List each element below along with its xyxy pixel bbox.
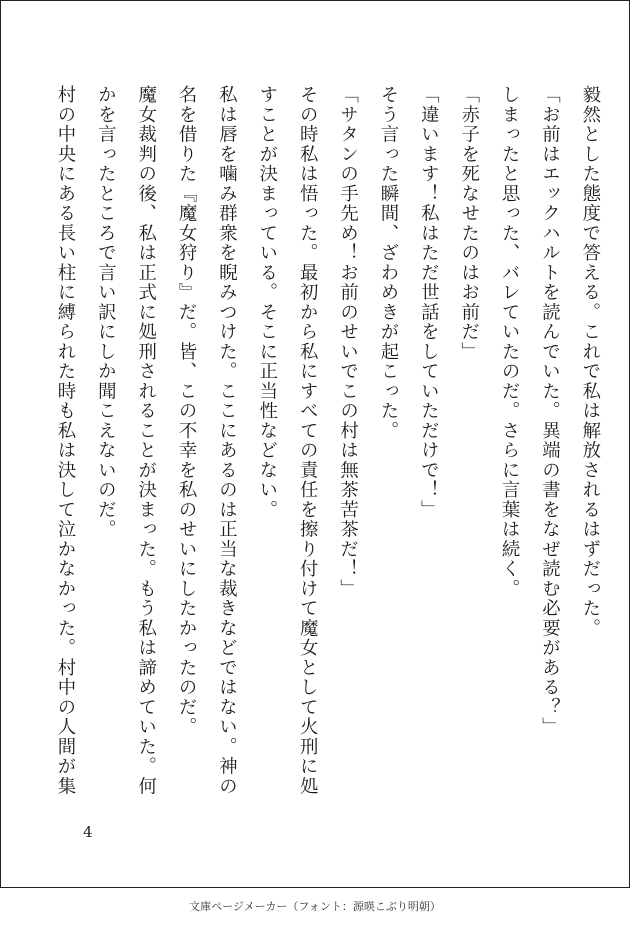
text-line: 「赤子を死なせたのはお前だ」 bbox=[458, 85, 480, 362]
page-number: 4 bbox=[83, 823, 93, 841]
text-line: しまったと思った、バレていたのだ。さらに言葉は続く。 bbox=[499, 85, 521, 599]
text-line: 私は唇を噛み群衆を睨みつけた。ここにあるのは正当な裁きなどではない。神の bbox=[216, 85, 238, 796]
vertical-text-block bbox=[53, 85, 603, 795]
text-line: 魔女裁判の後、私は正式に処刑されることが決まった。もう私は諦めていた。何 bbox=[135, 85, 157, 796]
text-line: 村の中央にある長い柱に縛られた時も私は決して泣かなかった。村中の人間が集 bbox=[55, 85, 76, 796]
text-line: 「サタンの手先め！お前のせいでこの村は無茶苦茶だ！」 bbox=[337, 85, 359, 599]
text-line: 「違います！私はただ世話をしていただけで！」 bbox=[418, 85, 440, 520]
text-line: その時私は悟った。最初から私にすべての責任を擦り付けて魔女として火刑に処 bbox=[297, 85, 319, 796]
text-line: 「お前はエックハルトを読んでいた。異端の書をなぜ読む必要がある？」 bbox=[539, 85, 561, 737]
text-line: すことが決まっている。そこに正当性などない。 bbox=[256, 85, 278, 520]
text-line: そう言った瞬間、ざわめきが起こった。 bbox=[378, 85, 399, 441]
text-line: 毅然とした態度で答える。これで私は解放されるはずだった。 bbox=[579, 85, 601, 638]
text-line: 名を借りた『魔女狩り』だ。皆、この不幸を私のせいにしたかったのだ。 bbox=[176, 85, 198, 737]
footer-caption: 文庫ページメーカー（フォント：源暎こぶり明朝） bbox=[189, 900, 441, 913]
text-line: かを言ったところで言い訳にしか聞こえないのだ。 bbox=[95, 85, 117, 540]
